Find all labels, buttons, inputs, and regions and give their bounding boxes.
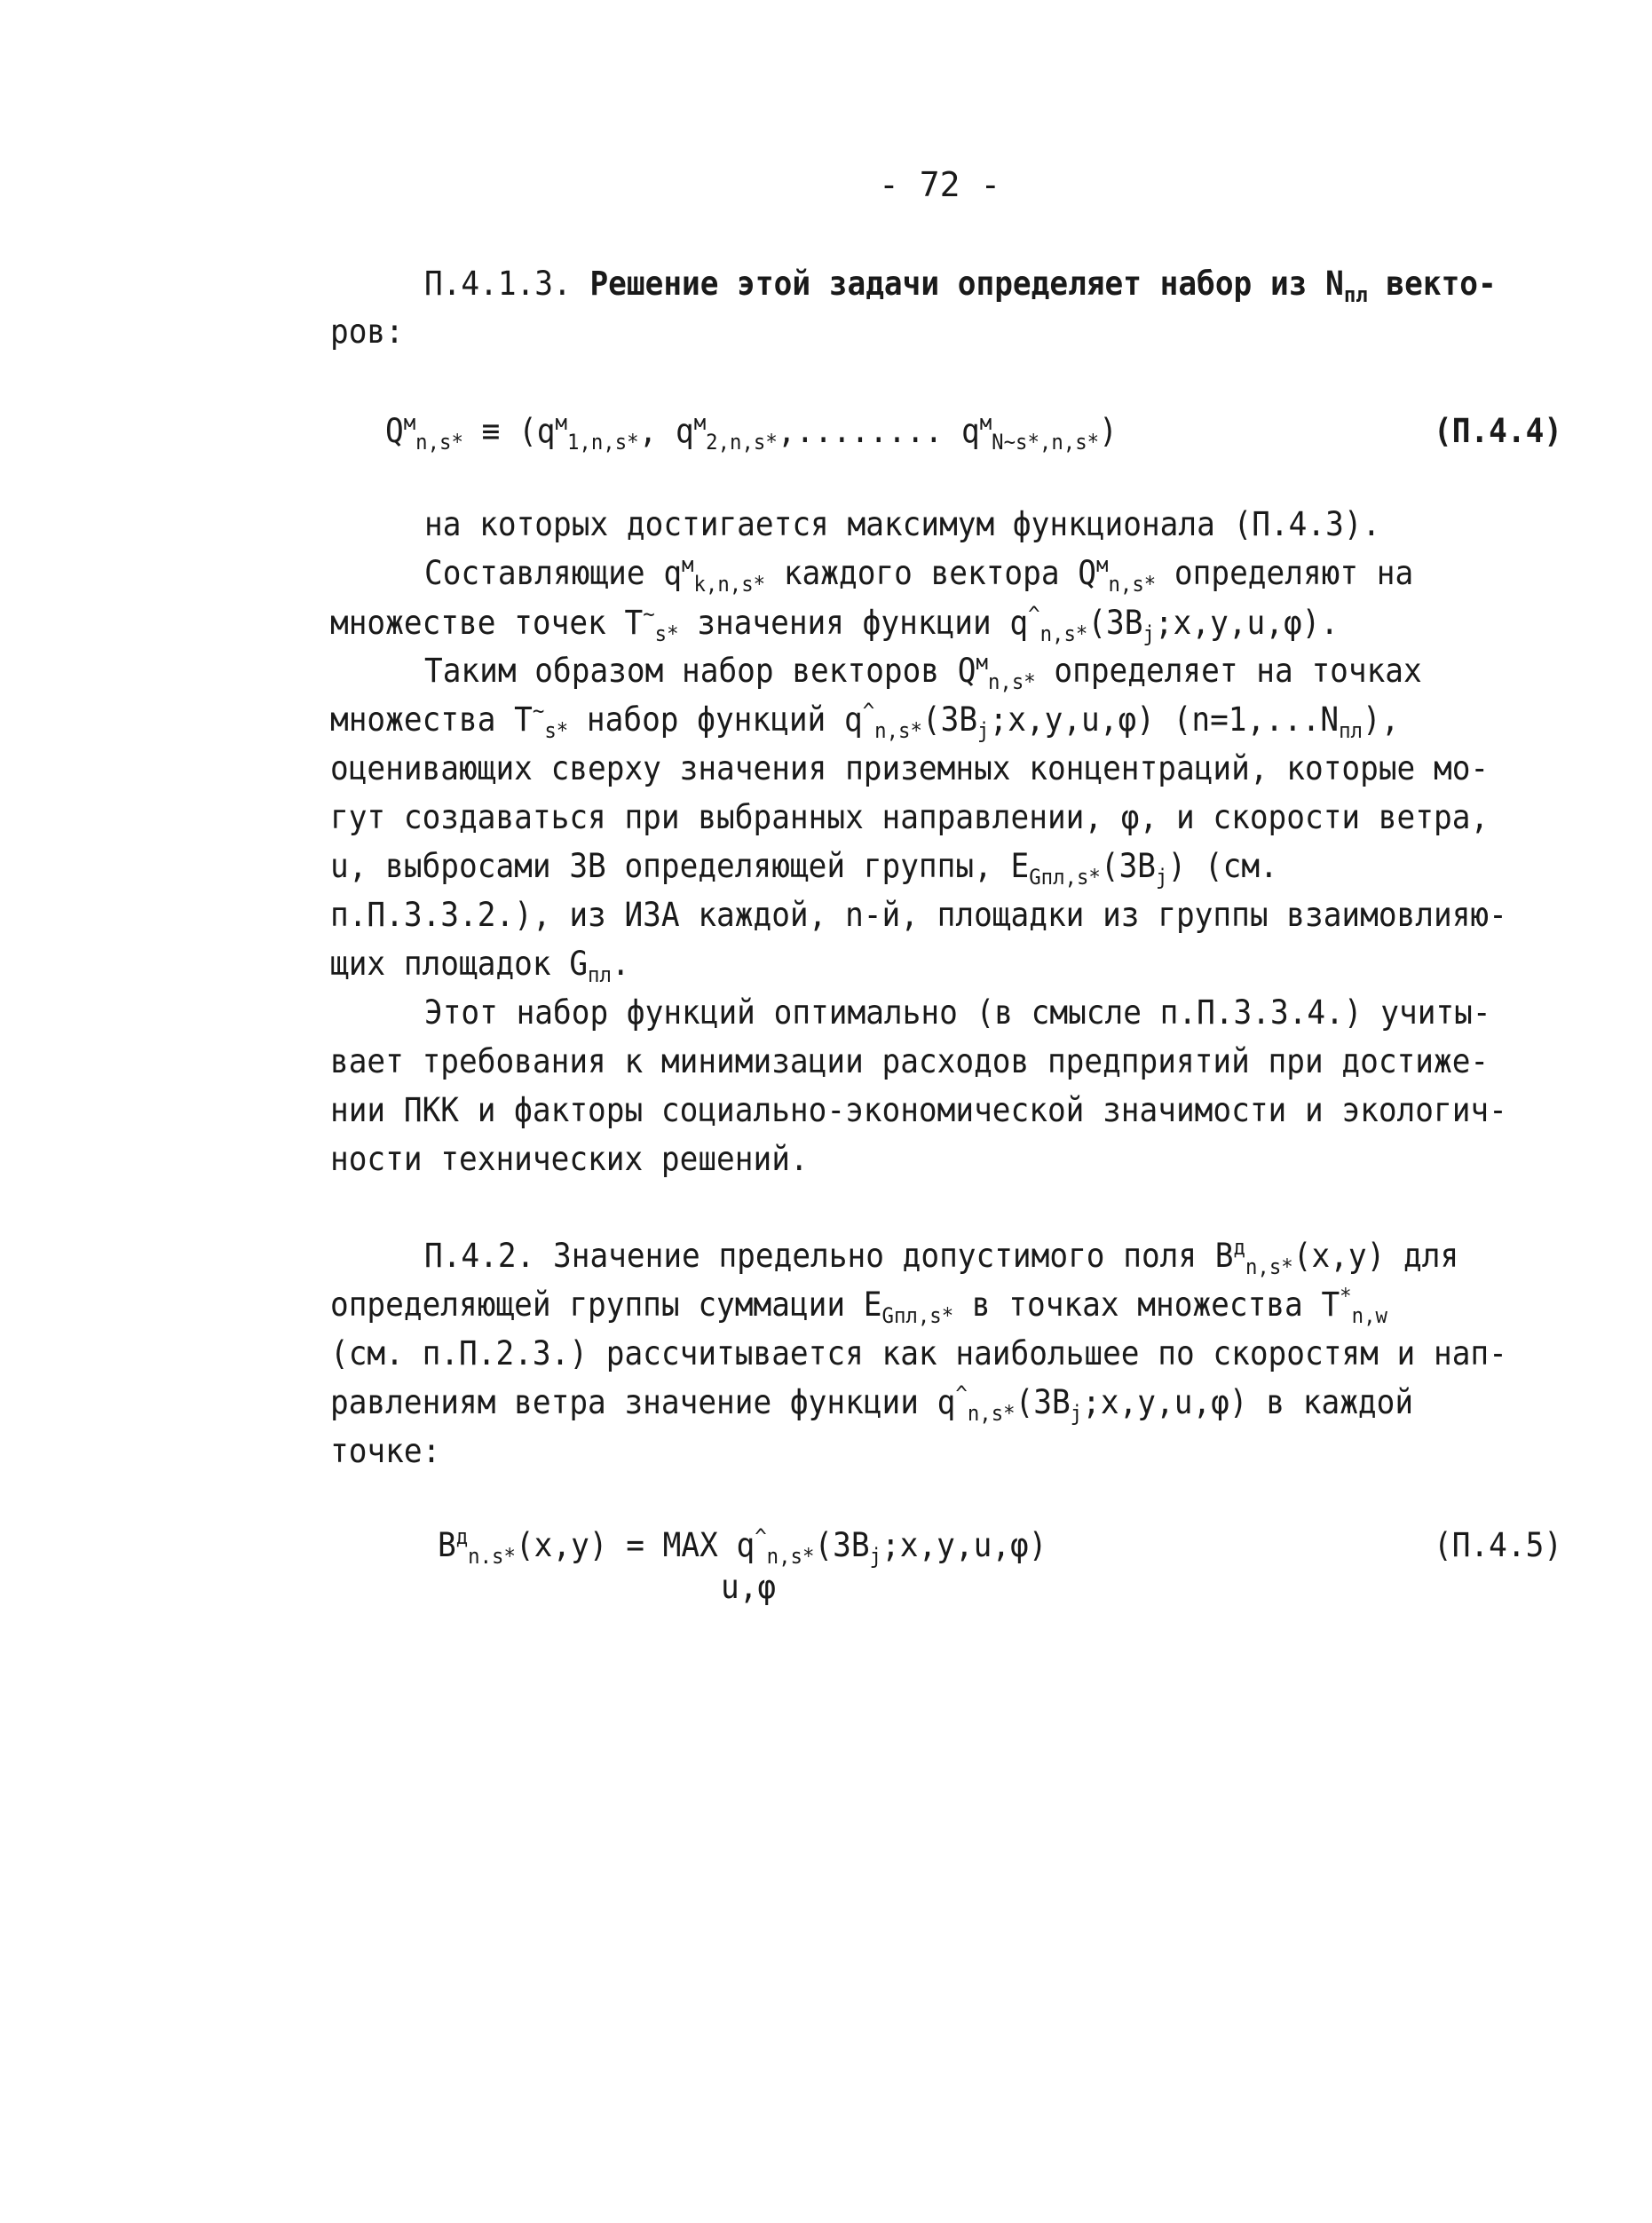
para2-l1-sup: м: [976, 650, 988, 675]
para2-l1b: определяет на точках: [1035, 652, 1422, 690]
para1-l2-sub1: k,n,s*: [693, 572, 766, 597]
para2-l2c: (ЗВ: [921, 700, 978, 739]
section-42-l2-sub: Gпл,s*: [881, 1303, 954, 1328]
para3-line3: нии ПКК и факторы социально-экономической значимости и экологич-: [330, 1091, 1507, 1129]
para1-line2: [424, 549, 1413, 598]
para1-l2a: Составляющие q: [424, 554, 683, 592]
para2-line6: п.П.3.3.2.), из ИЗА каждой, n-й, площадки из группы взаимовлияю-: [330, 896, 1507, 934]
section-42-l4c: ;x,y,u,φ) в каждой: [1082, 1383, 1414, 1421]
para2-line2: множества $T^\sim_{s*}$ набор функций $q^{\^{}}_{n,s*}(ЗВ_j;x,y,u,\varphi)$ $(n=1,...N_{пл})$,: [330, 699, 1400, 743]
formula-44-equiv: ≡ (q: [462, 412, 556, 450]
para2-line4: гут создаваться при выбранных направлении, φ, и скорости ветра,: [330, 798, 1490, 836]
formula-45: $B^д_{n.s*}(x,y)$ = MAX $q^{\^{}}_{n,s*}(ЗВ_j;x,y,u,\varphi)$: [438, 1524, 1047, 1569]
formula-44-Q: Q: [385, 412, 404, 450]
formula-45-j: j: [869, 1544, 882, 1569]
formula-45-sub-ns2: n,s*: [766, 1544, 815, 1569]
para2-l2b: набор функций q: [568, 700, 863, 739]
para2-l5b: (ЗВ: [1100, 847, 1157, 885]
formula-44-sup: м: [403, 410, 416, 435]
para1-l2c: определяют на: [1156, 554, 1414, 592]
section-413-prefix: П.4.1.3.: [424, 265, 590, 303]
section-42-l1b: (x,y) для: [1292, 1237, 1459, 1275]
para2-l5-sub: Gпл,s*: [1029, 865, 1101, 890]
para2-l5-j: j: [1156, 865, 1168, 890]
section-42-l4-sub: n,s*: [967, 1401, 1016, 1426]
section-413-bold-text: Решение этой задачи определяет набор из N: [589, 265, 1344, 303]
formula-45-under: u,φ: [721, 1568, 777, 1606]
para3-line1: Этот набор функций оптимально (в смысле п.П.3.3.4.) учиты-: [424, 993, 1491, 1032]
formula-44-sup-2: м: [555, 410, 567, 435]
formula-45-sub-ns: n.s*: [468, 1544, 516, 1569]
para1-l3d: ;x,y,u,φ).: [1154, 604, 1340, 642]
formula-45-sup: д: [455, 1524, 469, 1549]
para2-l2a: множества T: [330, 700, 533, 739]
formula-45-rhs-b: ;x,y,u,φ): [881, 1526, 1047, 1564]
para1-l3b: значения функции q: [678, 604, 1029, 642]
para1-l3a: множестве точек T: [330, 604, 644, 642]
para2-l2-sub: s*: [544, 718, 569, 743]
section-42-l2-sup: *: [1340, 1284, 1352, 1309]
para1-line3: множестве точек $T^\sim_{s*}$ значения функции $q^{\^{}}_{n,s*}(ЗВ_j;x,y,u,\varphi)$.: [330, 602, 1340, 646]
formula-44-q2: , q: [638, 412, 694, 450]
section-42-l1-sub: n,s*: [1245, 1254, 1293, 1279]
para1-l3c: (ЗВ: [1087, 604, 1143, 642]
para1-l2b: каждого вектора Q: [765, 554, 1097, 592]
para1-l3-sub2: n,s*: [1039, 621, 1088, 646]
para2-line1: [424, 646, 1422, 696]
para2-l2-sub3: пл: [1339, 718, 1363, 743]
section-42-l2b: в точках множества T: [953, 1286, 1340, 1324]
para2-line5: [330, 842, 1278, 891]
section-42-l4b: (ЗВ: [1015, 1383, 1071, 1421]
para1-line1: на которых достигается максимум функционала (П.4.3).: [424, 505, 1381, 543]
para1-l2-sub2: n,s*: [1108, 572, 1157, 597]
para2-l1a: Таким образом набор векторов Q: [424, 652, 976, 690]
para1-l3-sub: s*: [654, 621, 679, 646]
formula-44-dots: ,........ q: [777, 412, 980, 450]
formula-44-sup-3: м: [693, 410, 707, 435]
section-42-line1: [424, 1231, 1458, 1281]
para1-l2-sup-2: м: [1096, 552, 1109, 577]
section-42-line2: [330, 1280, 1387, 1330]
section-42-l4-j: j: [1070, 1401, 1083, 1426]
section-42-line4: равлениям ветра значение функции $q^{\^{}}_{n,s*}(ЗВ_j;x,y,u,\varphi)$ в каждой: [330, 1381, 1414, 1426]
para2-l2-sub2: n,s*: [874, 718, 922, 743]
para2-l2-sup: ~: [532, 699, 545, 724]
formula-45-lhs: (x,y) = MAX q: [515, 1526, 755, 1564]
section-42-l4a: равлениям ветра значение функции q: [330, 1383, 956, 1421]
para2-l7a: щих площадок G: [330, 945, 589, 983]
formula-45-rhs-a: (ЗВ: [814, 1526, 870, 1564]
section-413-line1: [424, 259, 1497, 309]
para1-l3-sup: ~: [643, 602, 655, 627]
formula-44: [385, 407, 1118, 456]
section-42-line3: (см. п.П.2.3.) рассчитывается как наибольшее по скоростям и нап-: [330, 1334, 1507, 1373]
para2-line3: оценивающих сверху значения приземных концентраций, которые мо-: [330, 749, 1490, 787]
formula-45-B: B: [438, 1526, 456, 1564]
para2-l7b: .: [611, 945, 630, 983]
para2-l2d: ;x,y,u,φ) (n=1,...N: [989, 700, 1340, 739]
formula-44-close: ): [1099, 412, 1118, 450]
para2-l5c: ) (см.: [1167, 847, 1278, 885]
formula-44-sub-N: N~s*,n,s*: [992, 430, 1100, 455]
para1-l3-j: j: [1142, 621, 1155, 646]
section-42-l2-sub2: n,w: [1351, 1303, 1387, 1328]
para3-line4: ности технических решений.: [330, 1140, 809, 1178]
section-413-line2: ров:: [330, 312, 404, 351]
formula-45-label: (П.4.5): [1434, 1526, 1563, 1564]
para2-l2-j: j: [977, 718, 990, 743]
page-number: - 72 -: [879, 165, 1001, 204]
section-42-line5: точке:: [330, 1432, 441, 1470]
para1-l2-sup: м: [682, 552, 694, 577]
formula-44-sub-1: 1,n,s*: [566, 430, 639, 455]
formula-44-sub-ns: n,s*: [415, 430, 463, 455]
para2-line7: [330, 939, 630, 989]
formula-44-label: (П.4.4): [1434, 412, 1563, 450]
para3-line2: вает требования к минимизации расходов предприятий при достиже-: [330, 1042, 1490, 1080]
section-42-l1a: П.4.2. Значение предельно допустимого поля B: [424, 1237, 1234, 1275]
section-413-end: векто-: [1367, 265, 1497, 303]
section-413-sub: пл: [1343, 282, 1368, 307]
para2-l1-sub: n,s*: [987, 669, 1036, 694]
para2-l2e: ),: [1362, 700, 1400, 739]
section-42-l2a: определяющей группы суммации E: [330, 1286, 882, 1324]
para2-l7-sub: пл: [588, 962, 612, 987]
para2-l5a: u, выбросами ЗВ определяющей группы, E: [330, 847, 1030, 885]
section-42-l1-sup: д: [1233, 1235, 1245, 1260]
formula-44-sup-4: м: [979, 410, 992, 435]
formula-44-sub-2: 2,n,s*: [706, 430, 778, 455]
